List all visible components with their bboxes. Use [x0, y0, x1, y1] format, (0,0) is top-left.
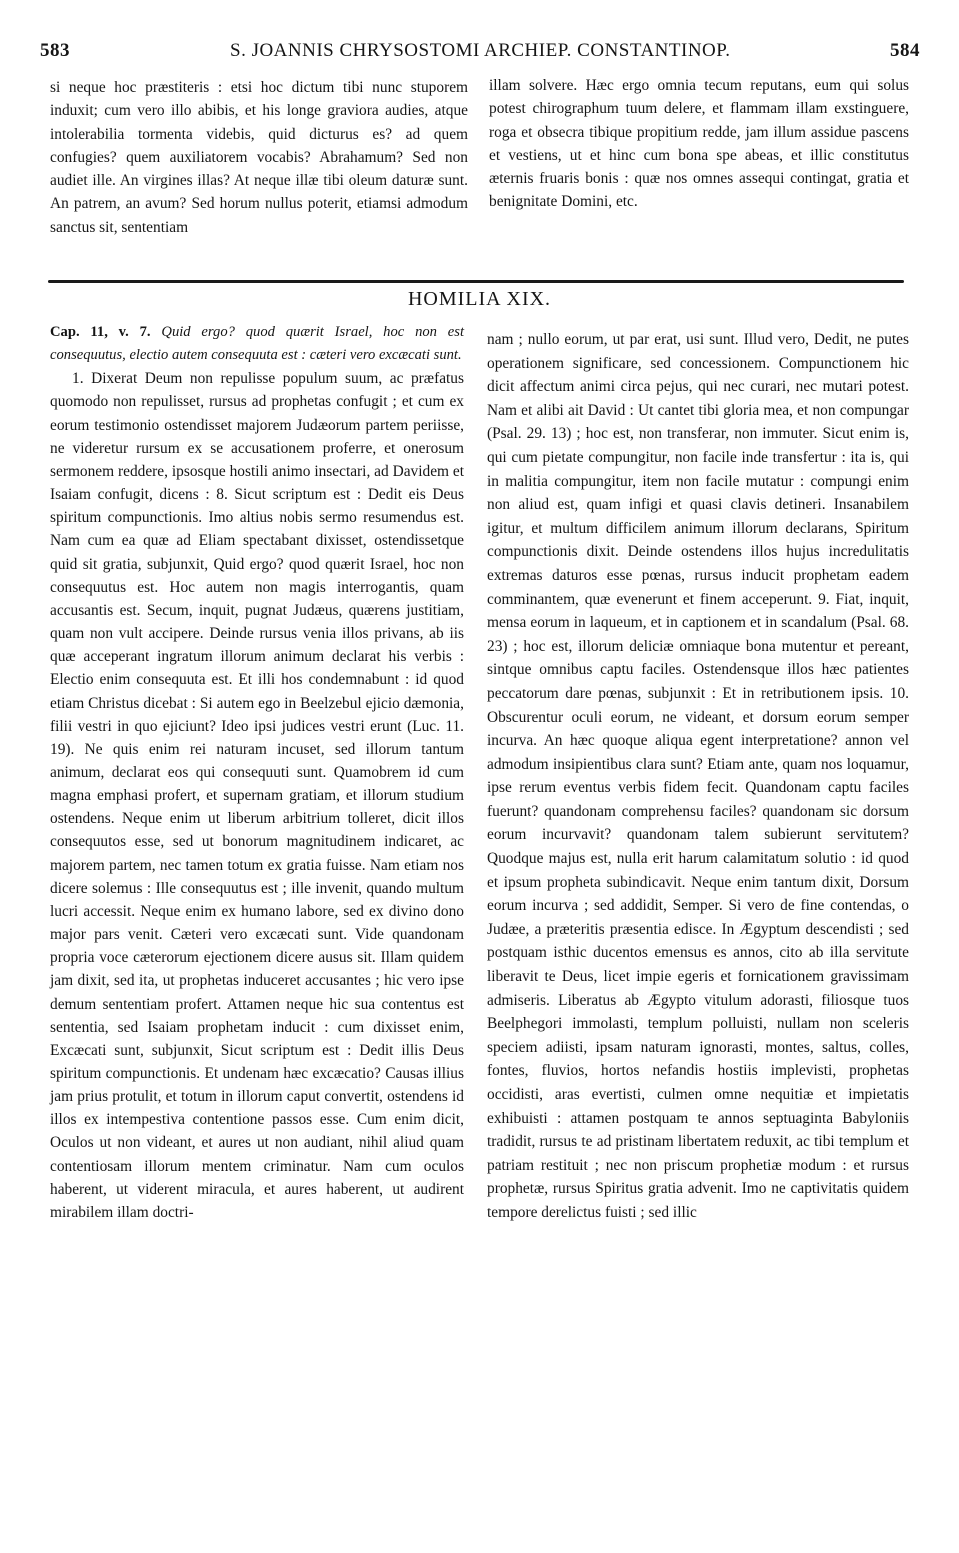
homily-text-left: 1. Dixerat Deum non repulisse populum suum, ac præfatus quomodo non repulisset, rursus ad prophetas confugit ; et cum ex eorum testimonio ostendisset majorem Judæorum partem periisse, ne videretur rursum ex se accusationem proferre, et onerosum sermonem reddere, ipsosque hostili animo insectari, ad Davidem et Isaiam confugit, dicens : 8. Sicut scriptum est : Dedit eis Deus spiritum compunctionis. Imo altius nobis sermo resumendus est. Nam cum ea quæ ad Eliam spectabant dixisset, ostendissetque quid sit gratia, subjunxit, Quid ergo? quod quærit Israel, hoc non consequutus est. Hoc autem non magis interrogantis, quam accusantis est. Secum, inquit, pugnat Judæus, quærens justitiam, quam non vult accipere. Deinde rursus venia illos privans, ab iis quæ acceperant ingratum illorum animum declarat his verbis : Electio enim consequuta est. Et illi hos condemnabunt : id quod etiam Christus dicebat : Si autem ego in Beelzebul ejicio dæmonia, filii vestri in quo ejiciunt? Ideo ipsi judices vestri erunt (Luc. 11. 19). Ne quis enim rei naturam incuset, sed illorum tantum animum, declarat eos qui consequuti sunt. Quamobrem id cum magna emphasi profert, et supernam gratiam, et illorum studium ostendens. Neque enim ut liberum arbitrium tolleret, dicit illos consequutos esse, sed ut bonorum magnitudinem indicaret, ac majorem partem, nec tamen totum ex gratia fuisse. Nam etiam nos dicere solemus : Ille consequutus est ; ille invenit, quando multum lucri accessit. Neque enim ex humano labore, sed ex divino dono major pars venit. Cæteri vero excæcati sunt. Vide quandonam propria voce cæterorum ejectionem dicere ausus sit. Illam quidem jam dixit, sed ita, ut prophetas induceret accusantes ; hic vero ipse demum sententiam profert. Attamen neque hic sua contentus est sententia, sed Isaiam prophetam inducit : cum dixisset enim, Excæcati sunt, subjunxit, Sicut scriptum est : Dedit illis Deus spiritum compunctionis. Et undenam hæc excæcatio? Causas illius jam prius protulit, et totum in illorum caput convertit, ostendens id illos ex intempestiva contentione passos esse. Cum enim dicit, Oculos ut non videant, et aures ut non audiant, nihil aliud quam contentiosam illorum mentem criminatur. Nam cum oculos haberent, ut viderent miracula, et aures haberent, ut audirent mirabilem illam doctri-: [50, 370, 464, 1221]
homily-column-right: [487, 328, 909, 1225]
chapter-verse-text: Quid ergo? quod quærit Israel, hoc non est consequutus, electio autem consequuta est : cæteri vero excæcati sunt.: [50, 324, 464, 364]
homily-column-left: [50, 321, 464, 1224]
previous-homily-ending-right: illam solvere. Hæc ergo omnia tecum reputans, eum qui solus potest chirographum tuum delere, et flammam illam exstinguere, roga et obsecra tibique propitium redde, jam illum assidue pascens et vestiens, ut et hinc cum bona spe abeas, et illic constitutus æternis fruaris bonis : quæ nos omnes assequi contingat, gratia et benignitate Domini, etc.: [489, 77, 909, 211]
homily-text-right: nam ; nullo eorum, ut par erat, usi sunt. Illud vero, Dedit, ne putes operationem significare, sed concessionem. Compunctionem hic dicit affectum animi circa pejus, qui nec curari, nec mutari potest. Nam et alibi ait David : Ut cantet tibi gloria mea, et non compungar (Psal. 29. 13) ; hoc est, non transferar, non immuter. Sicut enim is, qui cum pietate compungitur, non facile inde transfertur : ita is, qui in malitia compungitur, item non facile mutatur : compungi enim non aliud est, quam infigi et quasi clavis detineri. Insanabilem igitur, et multum difficilem animum illorum declarans, Spiritum compunctionis dixit. Deinde ostendens illos hujus incredulitatis extremas daturos esse pœnas, rursus inducit prophetam eadem comminantem, quæ evenerunt et finem acceperunt. 9. Fiat, inquit, mensa eorum in laqueum, et in captionem et in scandalum (Psal. 68. 23) ; hoc est, illorum deliciæ omniaque bona mutentur et pereant, sintque omnibus captu faciles. Ostendensque illos hæc patientes peccatorum dare pœnas, subjunxit : Et in retributionem ipsis. 10. Obscurentur oculi eorum, ne videant, et dorsum eorum semper incurva. An hæc quoque aliqua egent interpretatione? annon vel admodum insipientibus clara sunt? Etiam ante, quam nos loquamur, ipse rerum eventus verbis fidem fecit. Quandonam captu faciles fuerunt? quandonam comprehensu faciles? quandonam sic dorsum eorum incurvavit? quandonam talem subierunt servitutem? Quodque majus est, nulla erit harum calamitatum solutio : id quod et ipsum propheta subindicavit. Neque enim tantum dixit, Dorsum eorum incurva ; sed addidit, Semper. Si vero de fine contendas, o Judæe, a præteritis præsentia edisce. In Ægyptum descendisti ; sed postquam isthic ducentos emensus es annos, cito ab illa servitute liberavit te Deus, licet impie egeris et fornicationem gravissimam admiseris. Liberatus ab Ægypto vitulum adorasti, filiosque tuos Beelphegori immolasti, templum polluisti, nullam non sceleris speciem adiisti, ipsam naturam ignorasti, montes, saltus, colles, fontes, fluvios, hortos nefandis hostiis implevisti, prophetas occidisti, aras evertisti, culmen omne nequitiæ et impietatis exhibuisti : attamen postquam te annos septuaginta Babyloniis tradidit, rursus te ad pristinam libertatem reduxit, ac tibi templum et patriam restituit ; nec non priscum prophetiæ modum : et rursus prophetæ, rursus Spiritus gratia advenit. Imo ne captivitatis quidem tempore derelictus fuisti ; sed illic: [487, 331, 909, 1221]
chapter-reference: Cap. 11, v. 7.: [50, 324, 151, 340]
homily-title: HOMILIA XIX.: [407, 288, 552, 310]
page-number-left: 583: [40, 40, 70, 61]
previous-homily-ending-left: si neque hoc præstiteris : etsi hoc dictum tibi nunc stuporem induxit; cum vero illo abibis, et his longe graviora audies, atque intolerabilia tormenta videbis, quid dicturus es? ad quem confugies? quem auxiliatorem vocabis? Abrahamum? Sed non audiet ille. An virgines illas? At neque illæ tibi oleum daturæ sunt. An patrem, an avum? Sed horum nullus poterit, etiamsi admodum sanctus sit, sententiam: [50, 79, 468, 236]
chapter-heading: [50, 321, 464, 367]
page-number-right: 584: [890, 40, 920, 61]
running-head: [40, 40, 920, 66]
section-divider-rule: [48, 280, 904, 283]
running-title: S. JOANNIS CHRYSOSTOMI ARCHIEP. CONSTANTINOP.: [230, 40, 731, 61]
